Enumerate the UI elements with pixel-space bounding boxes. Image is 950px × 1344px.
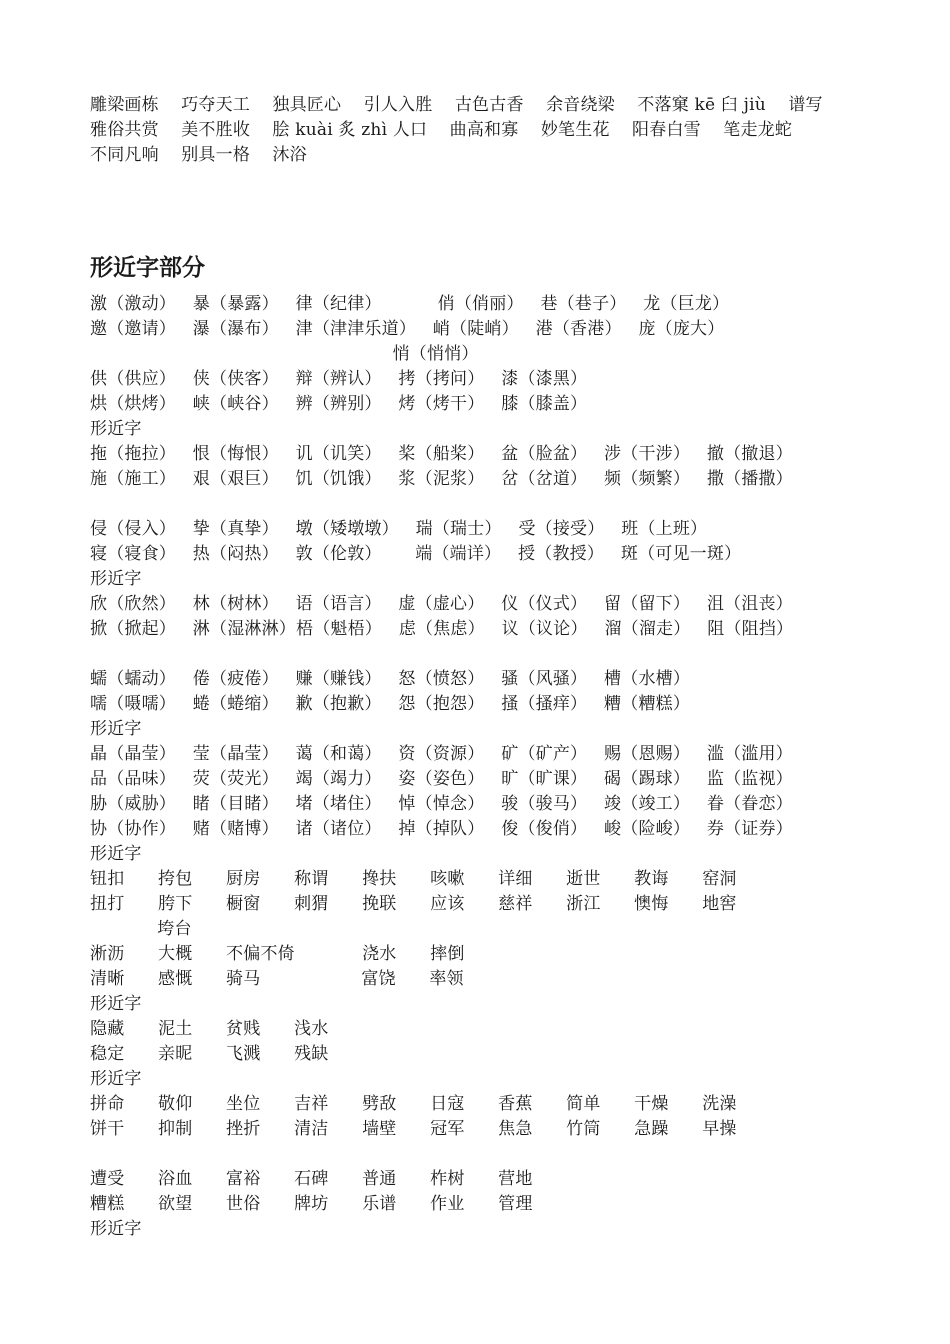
word-row: 糟糕 欲望 世俗 牌坊 乐谱 作业 管理 — [90, 1194, 533, 1214]
subheading-label: 形近字 — [90, 1069, 142, 1089]
text-line: 供（供应） 侠（侠客） 辩（辨认） 拷（拷问） 漆（漆黑） — [90, 369, 588, 389]
text-line: 侵（侵入） 挚（真挚） 墩（矮墩墩） 瑞（瑞士） 受（接受） 班（上班） — [90, 519, 708, 539]
text-line: 施（施工） 艰（艰巨） 饥（饥饿） 浆（泥浆） 岔（岔道） 频（频繁） 撒（播撒） — [90, 469, 793, 489]
subheading-label: 形近字 — [90, 844, 142, 864]
text-line: 晶（晶莹） 莹（晶莹） 蔼（和蔼） 资（资源） 矿（矿产） 赐（恩赐） 滥（滥用） — [90, 744, 793, 764]
idiom-line-2: 雅俗共赏 美不胜收 脍 kuài 炙 zhì 人口 曲高和寡 妙笔生花 阳春白雪 笔走龙蛇 — [90, 120, 793, 140]
text-line: 烘（烘烤） 峡（峡谷） 辨（辨别） 烤（烤干） 膝（膝盖） — [90, 394, 588, 414]
word-row: 扭打 胯下 橱窗 刺猬 挽联 应该 慈祥 浙江 懊悔 地窖 — [90, 894, 737, 914]
word-row: 隐藏 泥土 贫贱 浅水 — [90, 1019, 329, 1039]
text-line: 蠕（蠕动） 倦（疲倦） 赚（赚钱） 怒（愤怒） 骚（风骚） 槽（水槽） — [90, 669, 691, 689]
text-line: 邀（邀请） 瀑（瀑布） 津（津津乐道） 峭（陡峭） 港（香港） 庞（庞大） — [90, 319, 725, 339]
idiom-line-3: 不同凡响 别具一格 沐浴 — [90, 145, 307, 165]
word-row: 钮扣 挎包 厨房 称谓 搀扶 咳嗽 详细 逝世 教诲 窑洞 — [90, 869, 737, 889]
word-row: 稳定 亲昵 飞溅 残缺 — [90, 1044, 329, 1064]
subheading-label: 形近字 — [90, 719, 142, 739]
word-row: 饼干 抑制 挫折 清洁 墙壁 冠军 焦急 竹筒 急躁 早操 — [90, 1119, 737, 1139]
text-line: 寝（寝食） 热（闷热） 敦（伦敦） 端（端详） 授（教授） 斑（可见一斑） — [90, 544, 742, 564]
subheading-label: 形近字 — [90, 419, 142, 439]
text-line: 嚅（嗫嚅） 蜷（蜷缩） 歉（抱歉） 怨（抱怨） 搔（搔痒） 糟（糟糕） — [90, 694, 691, 714]
text-line: 胁（威胁） 睹（目睹） 堵（堵住） 悼（悼念） 骏（骏马） 竣（竣工） 眷（眷恋） — [90, 794, 793, 814]
text-line: 激（激动） 暴（暴露） 律（纪律） 俏（俏丽） 巷（巷子） 龙（巨龙） — [90, 294, 730, 314]
text-line: 品（品味） 荧（荧光） 竭（竭力） 姿（姿色） 旷（旷课） 碣（踢球） 监（监视） — [90, 769, 793, 789]
subheading-label: 形近字 — [90, 994, 142, 1014]
text-line: 拖（拖拉） 恨（悔恨） 讥（讥笑） 桨（船桨） 盆（脸盆） 涉（干涉） 撤（撤退） — [90, 444, 793, 464]
word-row: 清晰 感慨 骑马 富饶 率领 — [90, 969, 464, 989]
subheading-label: 形近字 — [90, 569, 142, 589]
text-line: 悄（悄悄） — [90, 344, 479, 364]
text-line: 协（协作） 赌（赌博） 诸（诸位） 掉（掉队） 俊（俊俏） 峻（险峻） 券（证券） — [90, 819, 793, 839]
word-row: 遭受 浴血 富裕 石碑 普通 柞树 营地 — [90, 1169, 533, 1189]
text-line: 欣（欣然） 林（树林） 语（语言） 虚（虚心） 仪（仪式） 留（留下） 沮（沮丧） — [90, 594, 793, 614]
subheading-label: 形近字 — [90, 1219, 142, 1239]
word-row: 拼命 敬仰 坐位 吉祥 劈敌 日寇 香蕉 简单 干燥 洗澡 — [90, 1094, 737, 1114]
word-row: 垮台 — [90, 919, 192, 939]
text-line: 掀（掀起） 淋（湿淋淋）梧（魁梧） 虑（焦虑） 议（议论） 溜（溜走） 阻（阻挡） — [90, 619, 794, 639]
section-title: 形近字部分 — [90, 255, 205, 281]
idiom-line-1: 雕梁画栋 巧夺天工 独具匠心 引人入胜 古色古香 余音绕梁 不落窠 kē 臼 jiù 谱写 — [90, 95, 823, 115]
word-row: 淅沥 大概 不偏不倚 浇水 摔倒 — [90, 944, 465, 964]
